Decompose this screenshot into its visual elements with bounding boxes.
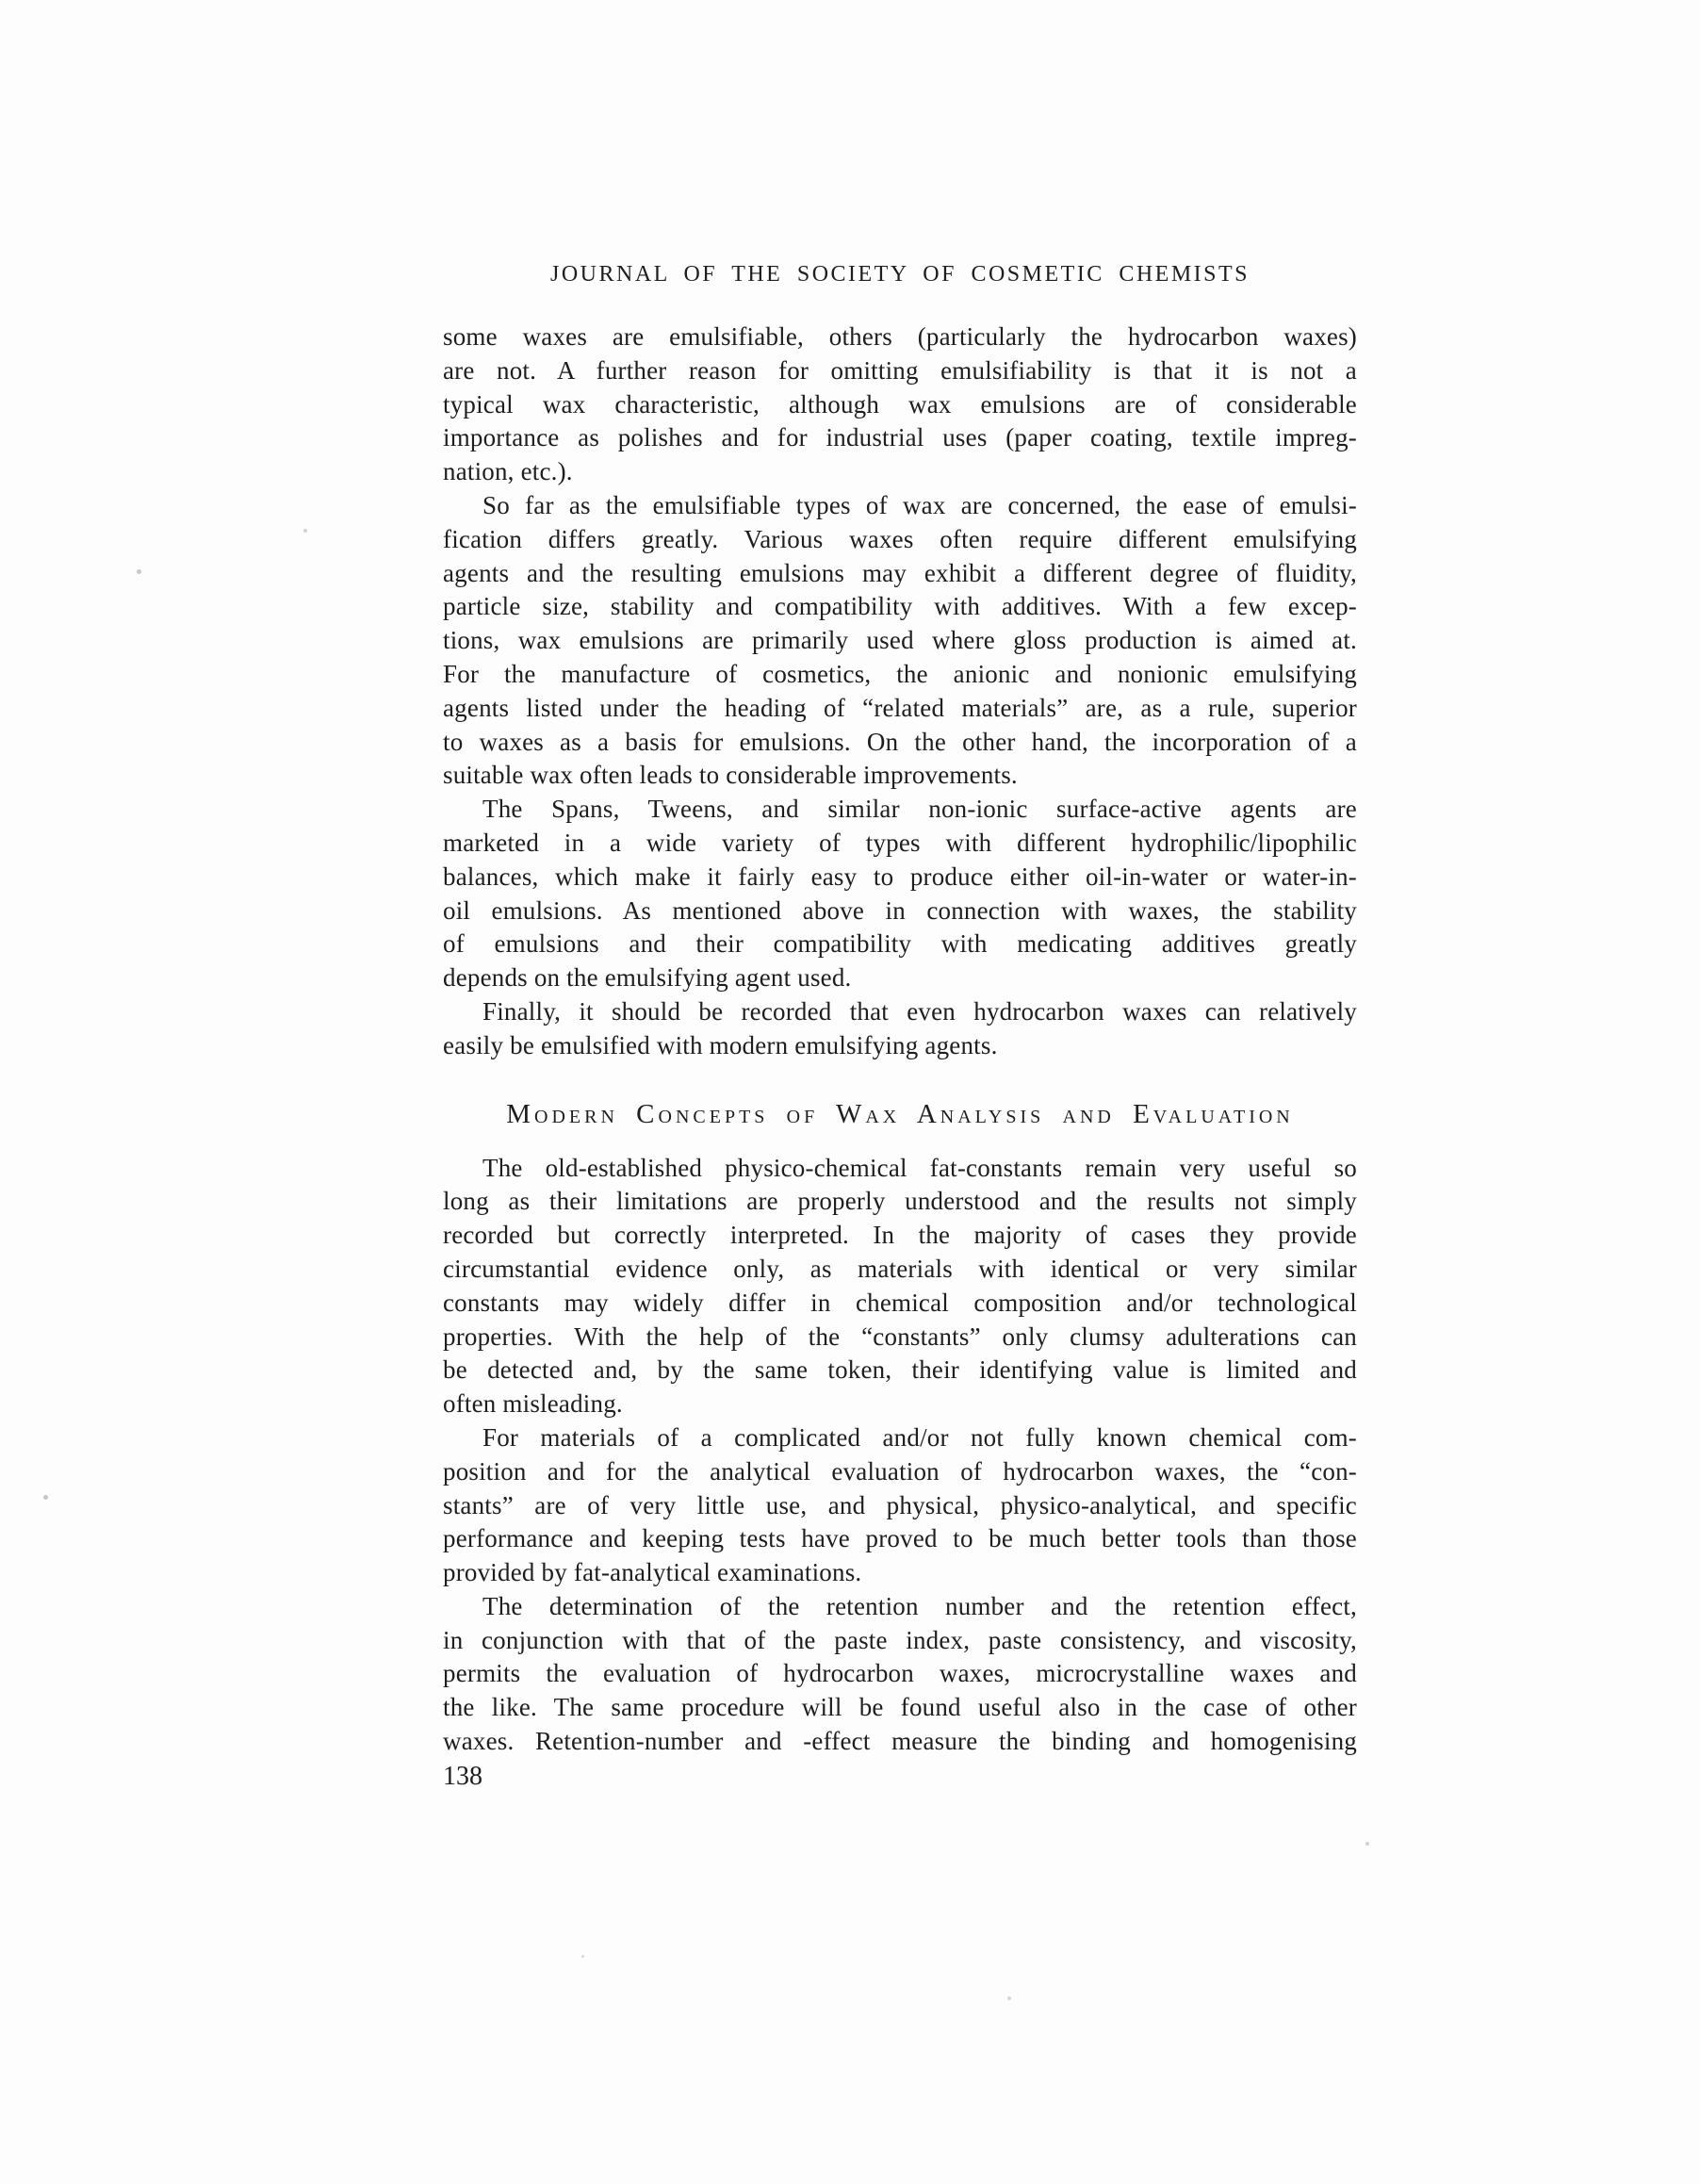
text-line: constants may widely differ in chemical composition and/or technological <box>443 1288 1357 1317</box>
text-line: permits the evaluation of hydrocarbon waxes, microcrystalline waxes and <box>443 1659 1357 1688</box>
text-line: agents listed under the heading of “related materials” are, as a rule, superior <box>443 693 1357 722</box>
text-line: in conjunction with that of the paste index, paste consistency, and viscosity, <box>443 1625 1357 1654</box>
text-line: The Spans, Tweens, and similar non-ionic surface-active agents are <box>482 795 1357 824</box>
text-line: balances, which make it fairly easy to produce either oil-in-water or water-in- <box>443 862 1357 891</box>
text-line: nation, etc.). <box>443 457 573 486</box>
text-line: circumstantial evidence only, as materials with identical or very similar <box>443 1254 1357 1283</box>
text-line: stants” are of very little use, and physical, physico-analytical, and specific <box>443 1490 1357 1519</box>
page-number: 138 <box>443 1762 482 1791</box>
text-block-lower <box>443 1152 1357 1759</box>
text-line: performance and keeping tests have proved to be much better tools than those <box>443 1524 1357 1553</box>
scan-speck <box>581 1955 584 1958</box>
text-line: waxes. Retention-number and -effect measure the binding and homogenising <box>443 1727 1357 1756</box>
text-line: depends on the emulsifying agent used. <box>443 963 852 993</box>
text-line: suitable wax often leads to considerable improvements. <box>443 761 1018 790</box>
text-line: the like. The same procedure will be found useful also in the case of other <box>443 1693 1357 1722</box>
text-line: easily be emulsified with modern emulsifying agents. <box>443 1030 998 1059</box>
text-line: For materials of a complicated and/or not fully known chemical com- <box>482 1422 1357 1452</box>
text-line: Finally, it should be recorded that even hydrocarbon waxes can relatively <box>482 996 1357 1026</box>
text-line: recorded but correctly interpreted. In the majority of cases they provide <box>443 1221 1357 1250</box>
scan-speck <box>137 569 141 574</box>
text-column <box>443 320 1357 1759</box>
text-line: are not. A further reason for omitting emulsifiability is that it is not a <box>443 355 1357 385</box>
text-line: provided by fat-analytical examinations. <box>443 1558 862 1587</box>
scan-speck <box>1365 1842 1369 1846</box>
text-line: often misleading. <box>443 1389 623 1419</box>
text-line: marketed in a wide variety of types with different hydrophilic/lipophilic <box>443 828 1357 857</box>
scan-speck <box>43 1495 48 1500</box>
text-line: oil emulsions. As mentioned above in connection with waxes, the stability <box>443 895 1357 925</box>
text-block-upper <box>443 320 1357 1063</box>
running-header: JOURNAL OF THE SOCIETY OF COSMETIC CHEMISTS <box>550 262 1250 287</box>
text-line: some waxes are emulsifiable, others (particularly the hydrocarbon waxes) <box>443 322 1357 351</box>
text-line: to waxes as a basis for emulsions. On the other hand, the incorporation of a <box>443 727 1357 756</box>
text-line: agents and the resulting emulsions may exhibit a different degree of fluidity, <box>443 558 1357 587</box>
text-line: The determination of the retention number and the retention effect, <box>482 1591 1357 1620</box>
text-line: long as their limitations are properly understood and the results not simply <box>443 1187 1357 1216</box>
text-line: For the manufacture of cosmetics, the anionic and nonionic emulsifying <box>443 659 1357 688</box>
section-heading: Modern Concepts of Wax Analysis and Evaluation <box>506 1098 1294 1129</box>
text-line: position and for the analytical evaluation of hydrocarbon waxes, the “con- <box>443 1456 1357 1486</box>
text-line: of emulsions and their compatibility with medicating additives greatly <box>443 929 1357 959</box>
text-line: importance as polishes and for industrial uses (paper coating, textile impreg- <box>443 423 1357 452</box>
text-line: particle size, stability and compatibility with additives. With a few excep- <box>443 592 1357 621</box>
text-line: fication differs greatly. Various waxes often require different emulsifying <box>443 524 1357 553</box>
scan-speck <box>1007 1996 1011 2000</box>
text-line: be detected and, by the same token, their identifying value is limited and <box>443 1355 1357 1385</box>
text-line: typical wax characteristic, although wax emulsions are of considerable <box>443 389 1357 419</box>
scan-speck <box>303 529 307 533</box>
text-line: tions, wax emulsions are primarily used where gloss production is aimed at. <box>443 626 1357 655</box>
text-line: properties. With the help of the “constants” only clumsy adulterations can <box>443 1322 1357 1351</box>
text-line: The old-established physico-chemical fat-constants remain very useful so <box>482 1153 1357 1182</box>
text-line: So far as the emulsifiable types of wax are concerned, the ease of emulsi- <box>482 490 1357 519</box>
